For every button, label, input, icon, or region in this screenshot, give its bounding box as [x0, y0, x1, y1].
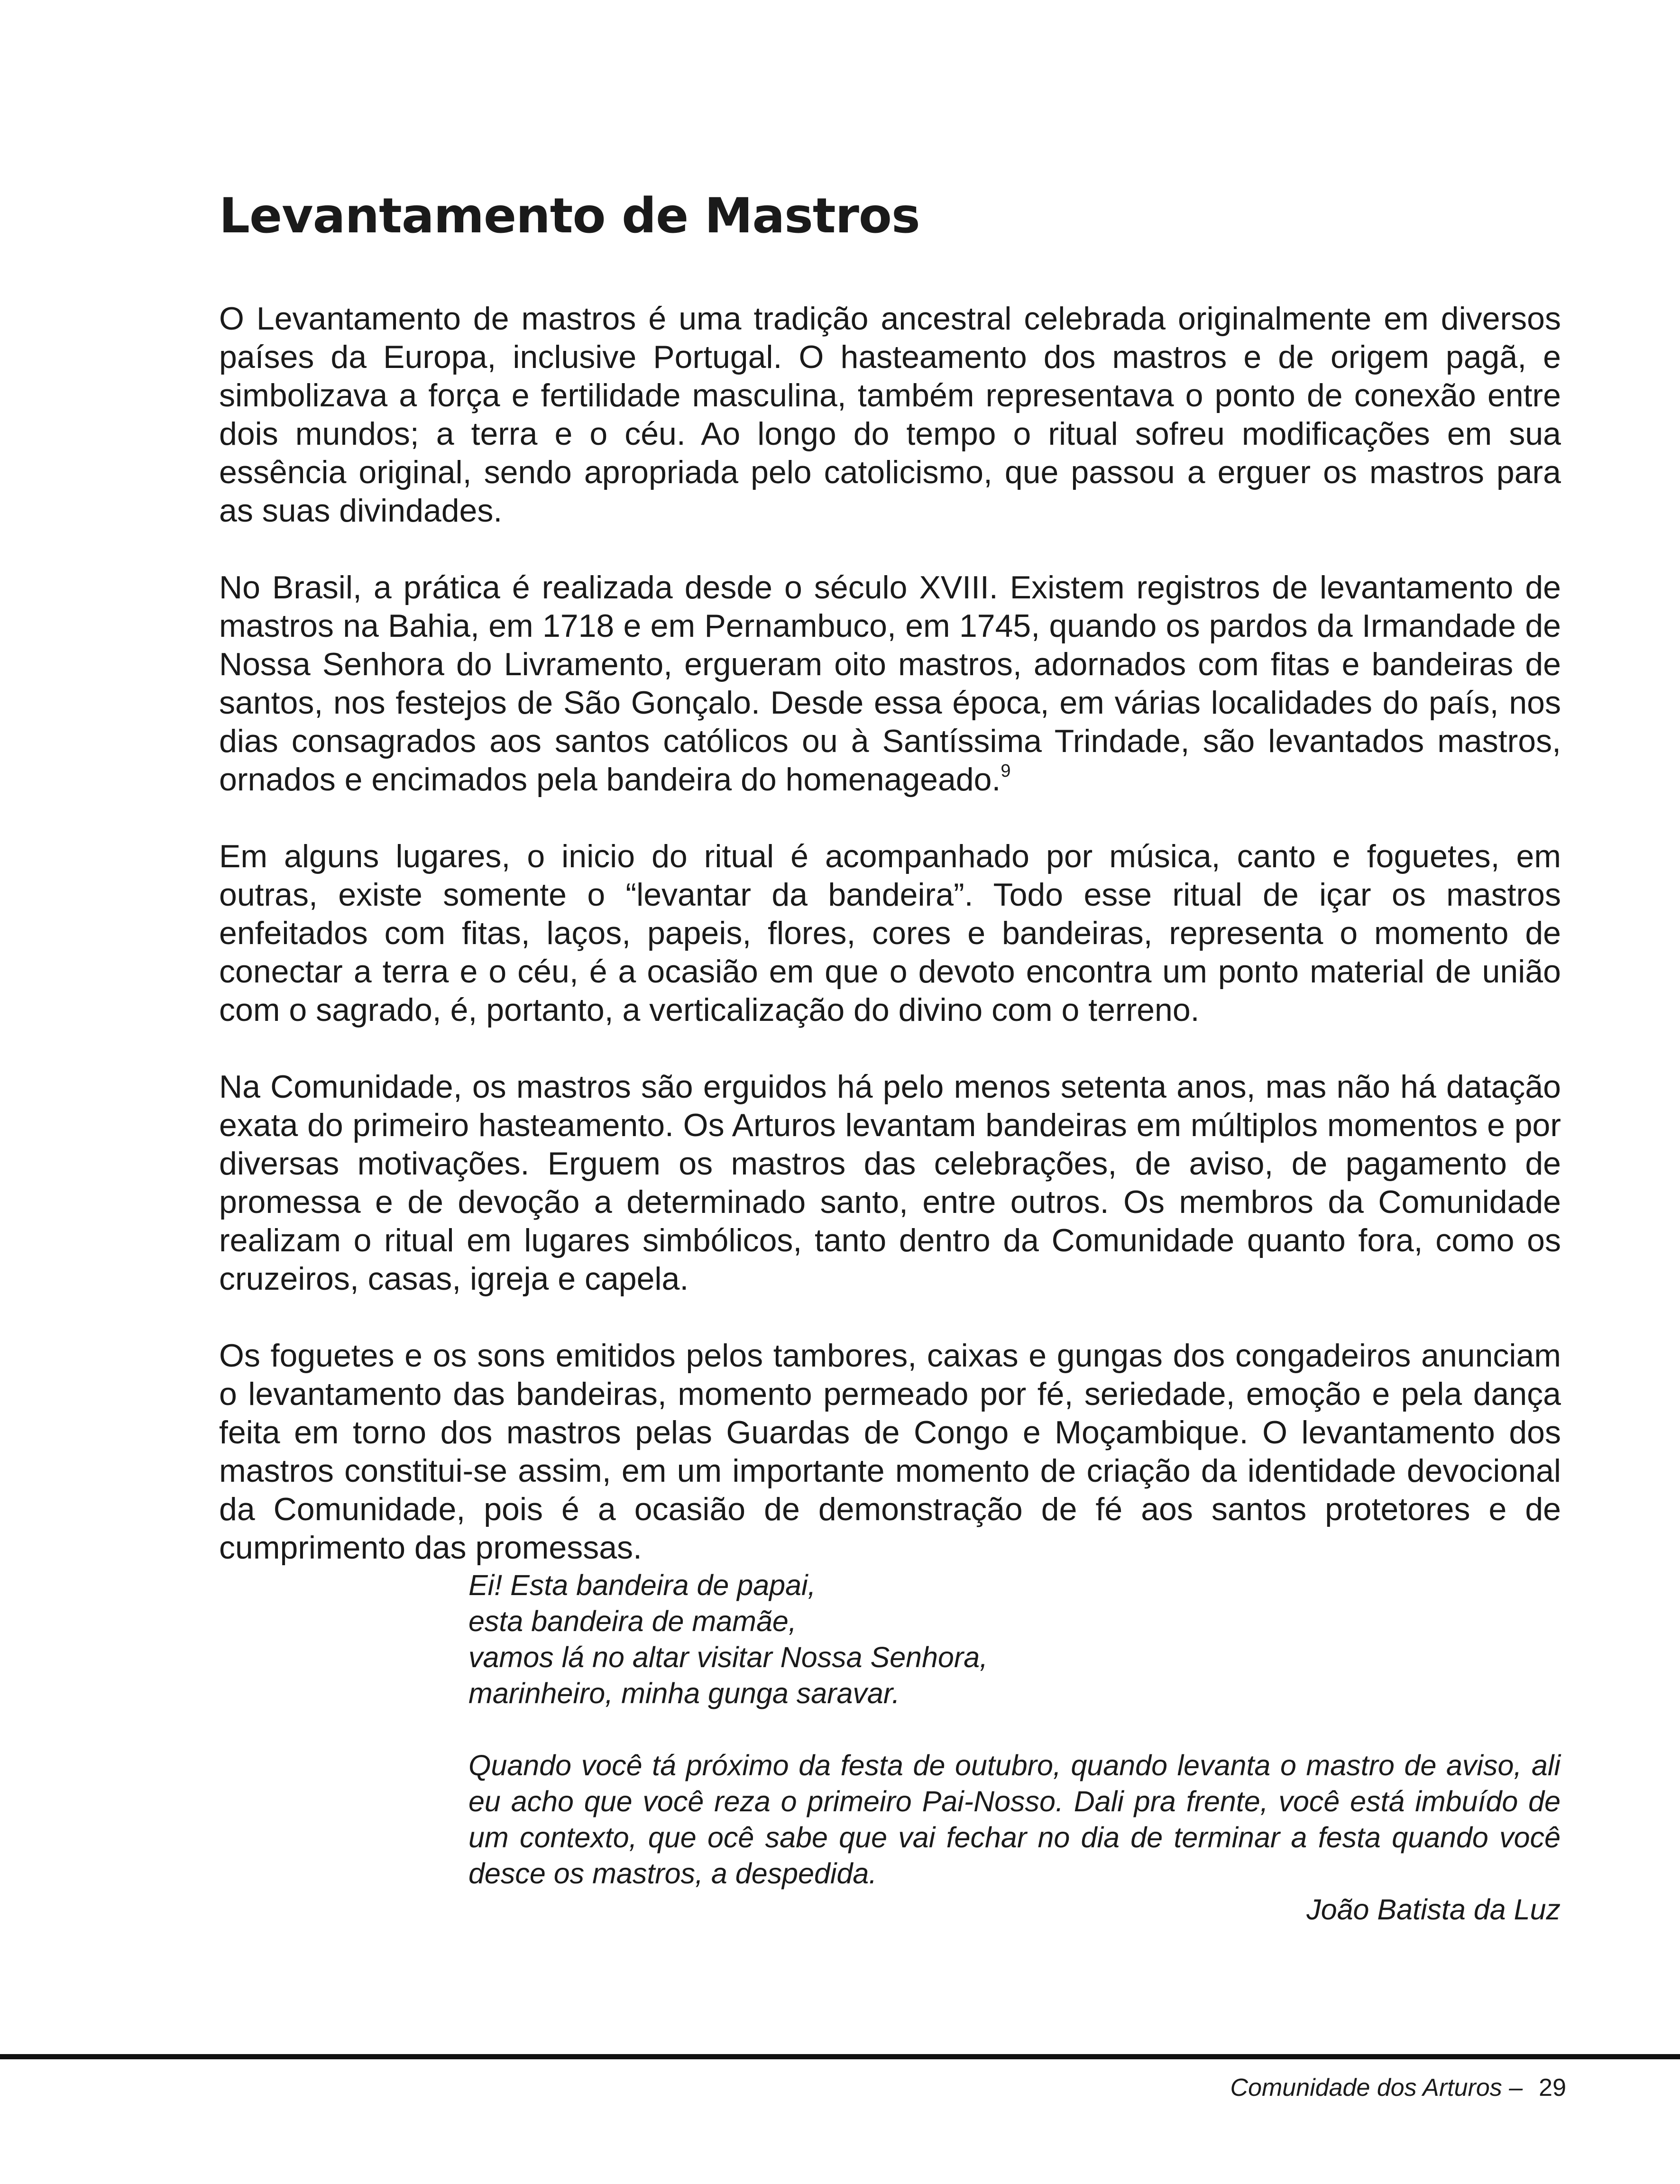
paragraph-4: Na Comunidade, os mastros são erguidos há pelo menos setenta anos, mas não há datação exata do primeiro hasteamento. Os Arturos levantam bandeiras em múltiplos momentos e por diversas motivações. Erguem os mastros das celebrações, de aviso, de pagamento de promessa e de devoção a determinado santo, entre outros. Os membros da Comunidade realizam o ritual em lugares simbólicos, tanto dentro da Comunidade quanto fora, como os cruzeiros, casas, igreja e capela.: [219, 1069, 1561, 1297]
paragraph-2: [219, 569, 1561, 799]
verse-line: vamos lá no altar visitar Nossa Senhora,: [468, 1641, 988, 1673]
page-number: 29: [1539, 2074, 1566, 2101]
footer-publication: Comunidade dos Arturos –: [1230, 2074, 1523, 2101]
paragraph-5: Os foguetes e os sons emitidos pelos tambores, caixas e gungas dos congadeiros anunciam o levantamento das bandeiras, momento permeado por fé, seriedade, emoção e pela dança feita em torno dos mastros pelas Guardas de Congo e Moçambique. O levantamento dos mastros constitui-se assim, em um importante momento de criação da identidade devocional da Comunidade, pois é a ocasião de demonstração de fé aos santos protetores e de cumprimento das promessas.: [219, 1338, 1561, 1566]
verse-line: marinheiro, minha gunga saravar.: [468, 1677, 900, 1709]
verse-line: Ei! Esta bandeira de papai,: [468, 1569, 816, 1601]
article-body: [219, 187, 1561, 1606]
page-footer: [1230, 2073, 1566, 2102]
paragraph-3: Em alguns lugares, o inicio do ritual é acompanhado por música, canto e foguetes, em outras, existe somente o “levantar da bandeira”. Todo esse ritual de içar os mastros enfeitados com fitas, laços, papeis, flores, cores e bandeiras, representa o momento de conectar a terra e o céu, é a ocasião em que o devoto encontra um ponto material de união com o sagrado, é, portanto, a verticalização do divino com o terreno.: [219, 838, 1561, 1028]
paragraph-2-text: No Brasil, a prática é realizada desde o século XVIII. Existem registros de levantamento de mastros na Bahia, em 1718 e em Pernambuco, em 1745, quando os pardos da Irmandade de Nossa Senhora do Livramento, ergueram oito mastros, adornados com fitas e bandeiras de santos, nos festejos de São Gonçalo. Desde essa época, em várias localidades do país, nos dias consagrados aos santos católicos ou à Santíssima Trindade, são levantados mastros, ornados e encimados pela bandeira do homenageado.: [219, 569, 1561, 798]
paragraph-1: O Levantamento de mastros é uma tradição ancestral celebrada originalmente em diversos países da Europa, inclusive Portugal. O hasteamento dos mastros e de origem pagã, e simbolizava a força e fertilidade masculina, também representava o ponto de conexão entre dois mundos; a terra e o céu. Ao longo do tempo o ritual sofreu modificações em sua essência original, sendo apropriada pelo catolicismo, que passou a erguer os mastros para as suas divindades.: [219, 301, 1561, 529]
footer-divider: [0, 2054, 1680, 2059]
song-verse: [468, 1567, 1561, 1711]
quote-attribution: João Batista da Luz: [1306, 1893, 1561, 1926]
interview-quote: Quando você tá próximo da festa de outubro, quando levanta o mastro de aviso, ali eu acho que você reza o primeiro Pai-Nosso. Dali pra frente, você está imbuído de um contexto, que ocê sabe que vai fechar no dia de terminar a festa quando você desce os mastros, a despedida.: [468, 1749, 1561, 1890]
block-quote: [468, 1567, 1561, 1927]
footnote-reference: 9: [1001, 761, 1011, 781]
page-title: Levantamento de Mastros: [219, 188, 920, 244]
verse-line: esta bandeira de mamãe,: [468, 1605, 797, 1637]
